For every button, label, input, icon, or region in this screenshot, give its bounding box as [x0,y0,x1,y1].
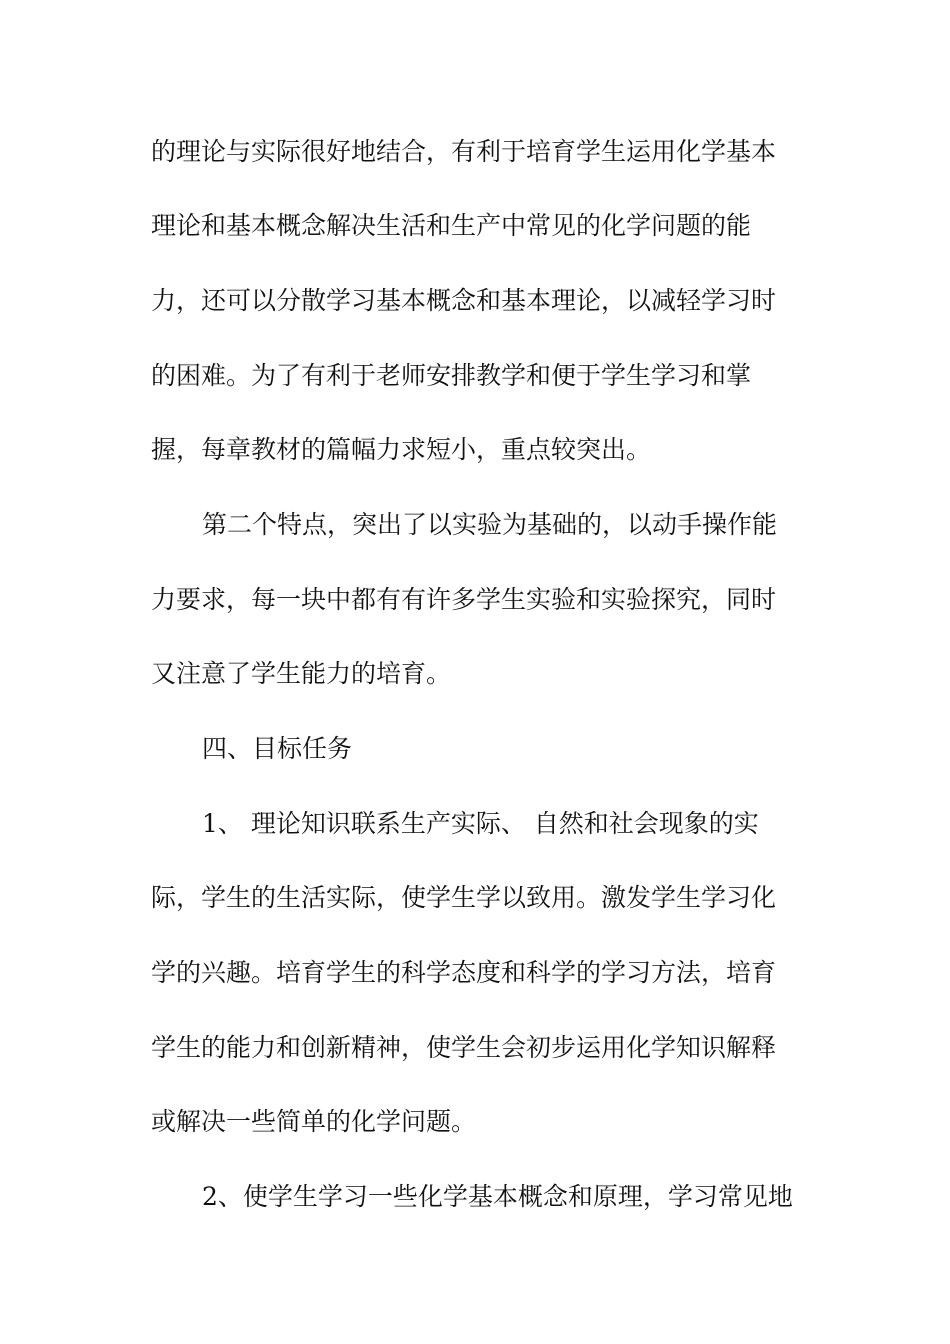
text-line: 的困难。为了有利于老师安排教学和便于学生学习和掌 [151,361,752,390]
section-heading-goals: 四、目标任务 [202,734,353,763]
text-line: 际，学生的生活实际，使学生学以致用。激发学生学习化 [151,883,777,912]
list-item-2: 2、使学生学习一些化学基本概念和原理，学习常见地 [202,1182,793,1211]
list-item-1: 1、 理论知识联系生产实际、 自然和社会现象的实 [202,809,759,838]
text-line: 力，还可以分散学习基本概念和基本理论，以减轻学习时 [151,286,777,315]
text-line: 又注意了学生能力的培育。 [151,659,452,688]
text-line: 学生的能力和创新精神，使学生会初步运用化学知识解释 [151,1033,777,1062]
text-line: 的理论与实际很好地结合，有利于培育学生运用化学基本 [151,137,777,166]
text-line: 或解决一些简单的化学问题。 [151,1107,477,1136]
text-line: 理论和基本概念解决生活和生产中常见的化学问题的能 [151,211,752,240]
text-line: 学的兴趣。培育学生的科学态度和科学的学习方法，培育 [151,958,777,987]
paragraph-second-feature: 第二个特点，突出了以实验为基础的，以动手操作能 [202,510,778,539]
text-line: 握，每章教材的篇幅力求短小，重点较突出。 [151,435,652,464]
text-line: 力要求，每一块中都有有许多学生实验和实验探究，同时 [151,585,777,614]
